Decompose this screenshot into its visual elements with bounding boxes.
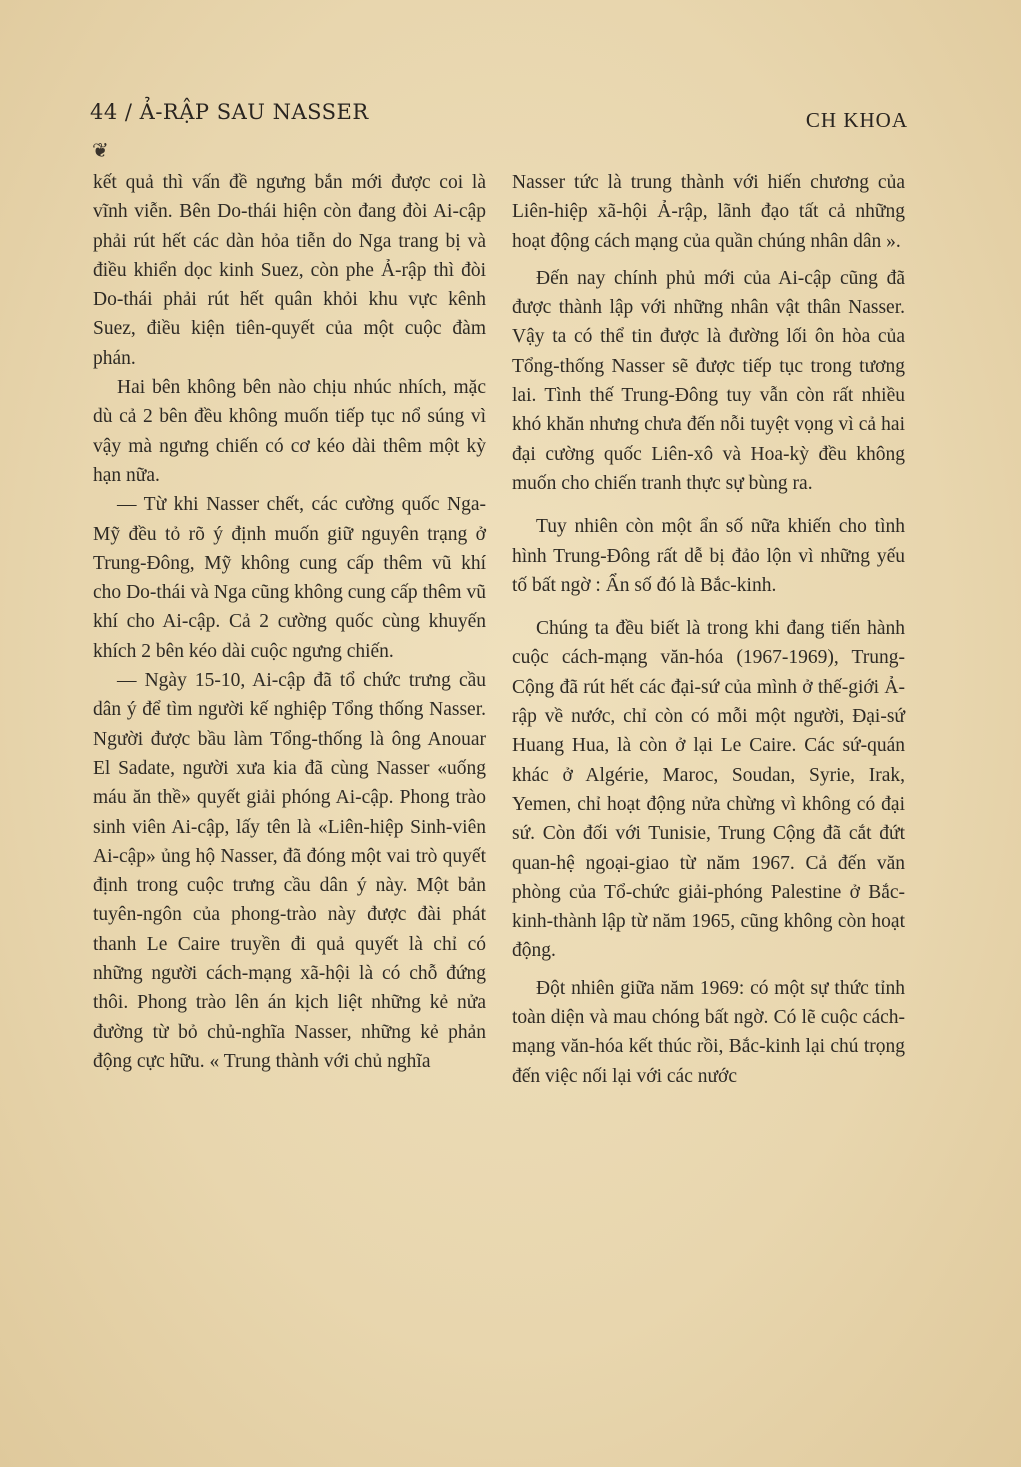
author-name: CH KHOA <box>805 108 908 132</box>
paragraph: — Ngày 15-10, Ai-cập đã tổ chức trưng cầu dân ý để tìm người kế nghiệp Tổng thống Nasser. Người được bầu làm Tổng-thống là ông Anouar El Sadate, người xưa kia đã cùng Nasser «uống máu ăn thề» quyết giải phóng Ai-cập. Phong trào sinh viên Ai-cập, lấy tên là «Liên-hiệp Sinh-viên Ai-cập» ủng hộ Nasser, đã đóng một vai trò quyết định trong cuộc trưng cầu dân ý này. Một bản tuyên-ngôn của phong-trào này được đài phát thanh Le Caire truyền đi quả quyết là chỉ có những người cách-mạng xã-hội là có chỗ đứng thôi. Phong trào lên án kịch liệt những kẻ nửa đường từ bỏ chủ-nghĩa Nasser, những kẻ phản động cực hữu. « Trung thành với chủ nghĩa <box>93 670 486 1072</box>
paragraph: Hai bên không bên nào chịu nhúc nhích, mặc dù cả 2 bên đều không muốn tiếp tục nổ súng vì vậy mà ngưng chiến có cơ kéo dài thêm một kỳ hạn nữa. <box>93 377 486 486</box>
paragraph: — Từ khi Nasser chết, các cường quốc Nga-Mỹ đều tỏ rõ ý định muốn giữ nguyên trạng ở Trung-Đông, Mỹ không cung cấp thêm vũ khí cho Do-thái và Nga cũng không cung cấp thêm vũ khí cho Ai-cập. Cả 2 cường quốc cùng khuyến khích 2 bên kéo dài cuộc ngưng chiến. <box>93 494 486 662</box>
ornament-icon: ❦ <box>92 138 109 162</box>
paragraph: kết quả thì vấn đề ngưng bắn mới được coi là vĩnh viễn. Bên Do-thái hiện còn đang đòi Ai-cập phải rút hết các dàn hỏa tiễn do Nga trang bị và điều khiển dọc kinh Suez, còn phe Ả-rập thì đòi Do-thái phải rút hết quân khỏi khu vực kênh Suez, điều kiện tiên-quyết của một cuộc đàm phán. <box>93 172 486 369</box>
paragraph: Tuy nhiên còn một ẩn số nữa khiến cho tình hình Trung-Đông rất dễ bị đảo lộn vì những yếu tố bất ngờ : Ẩn số đó là Bắc-kinh. <box>512 516 905 596</box>
running-header <box>90 100 908 140</box>
paragraph: Đột nhiên giữa năm 1969: có một sự thức tỉnh toàn diện và mau chóng bất ngờ. Có lẽ cuộc cách-mạng văn-hóa kết thúc rồi, Bắc-kinh lại chú trọng đến việc nối lại với các nước <box>512 977 905 1087</box>
paragraph: Nasser tức là trung thành với hiến chương của Liên-hiệp xã-hội Ả-rập, lãnh đạo tất cả những hoạt động cách mạng của quần chúng nhân dân ». <box>512 172 905 252</box>
paragraph: Chúng ta đều biết là trong khi đang tiến hành cuộc cách-mạng văn-hóa (1967-1969), Trung-Cộng đã rút hết các đại-sứ của mình ở thế-giới Ả-rập về nước, chỉ còn có mỗi một người, Đại-sứ Huang Hua, là còn ở lại Le Caire. Các sứ-quán khác ở Algérie, Maroc, Soudan, Syrie, Irak, Yemen, chỉ hoạt động nửa chừng vì không có đại sứ. Còn đối với Tunisie, Trung Cộng đã cắt đứt quan-hệ ngoại-giao từ năm 1967. Cả đến văn phòng của Tổ-chức giải-phóng Palestine ở Bắc-kinh-thành lập từ năm 1965, cũng không còn hoạt động. <box>512 618 905 962</box>
right-column <box>512 168 905 1091</box>
page-number-and-title: 44 / Ả-RẬP SAU NASSER <box>90 100 369 124</box>
paragraph: Đến nay chính phủ mới của Ai-cập cũng đã được thành lập với những nhân vật thân Nasser. Vậy ta có thể tin được là đường lối ôn hòa của Tổng-thống Nasser sẽ được tiếp tục trong tương lai. Tình thế Trung-Đông tuy vẫn còn rất nhiều khó khăn nhưng chưa đến nỗi tuyệt vọng vì cả hai đại cường quốc Liên-xô và Hoa-kỳ đều không muốn cho chiến tranh thực sự bùng ra. <box>512 267 905 494</box>
left-column <box>93 168 486 1076</box>
